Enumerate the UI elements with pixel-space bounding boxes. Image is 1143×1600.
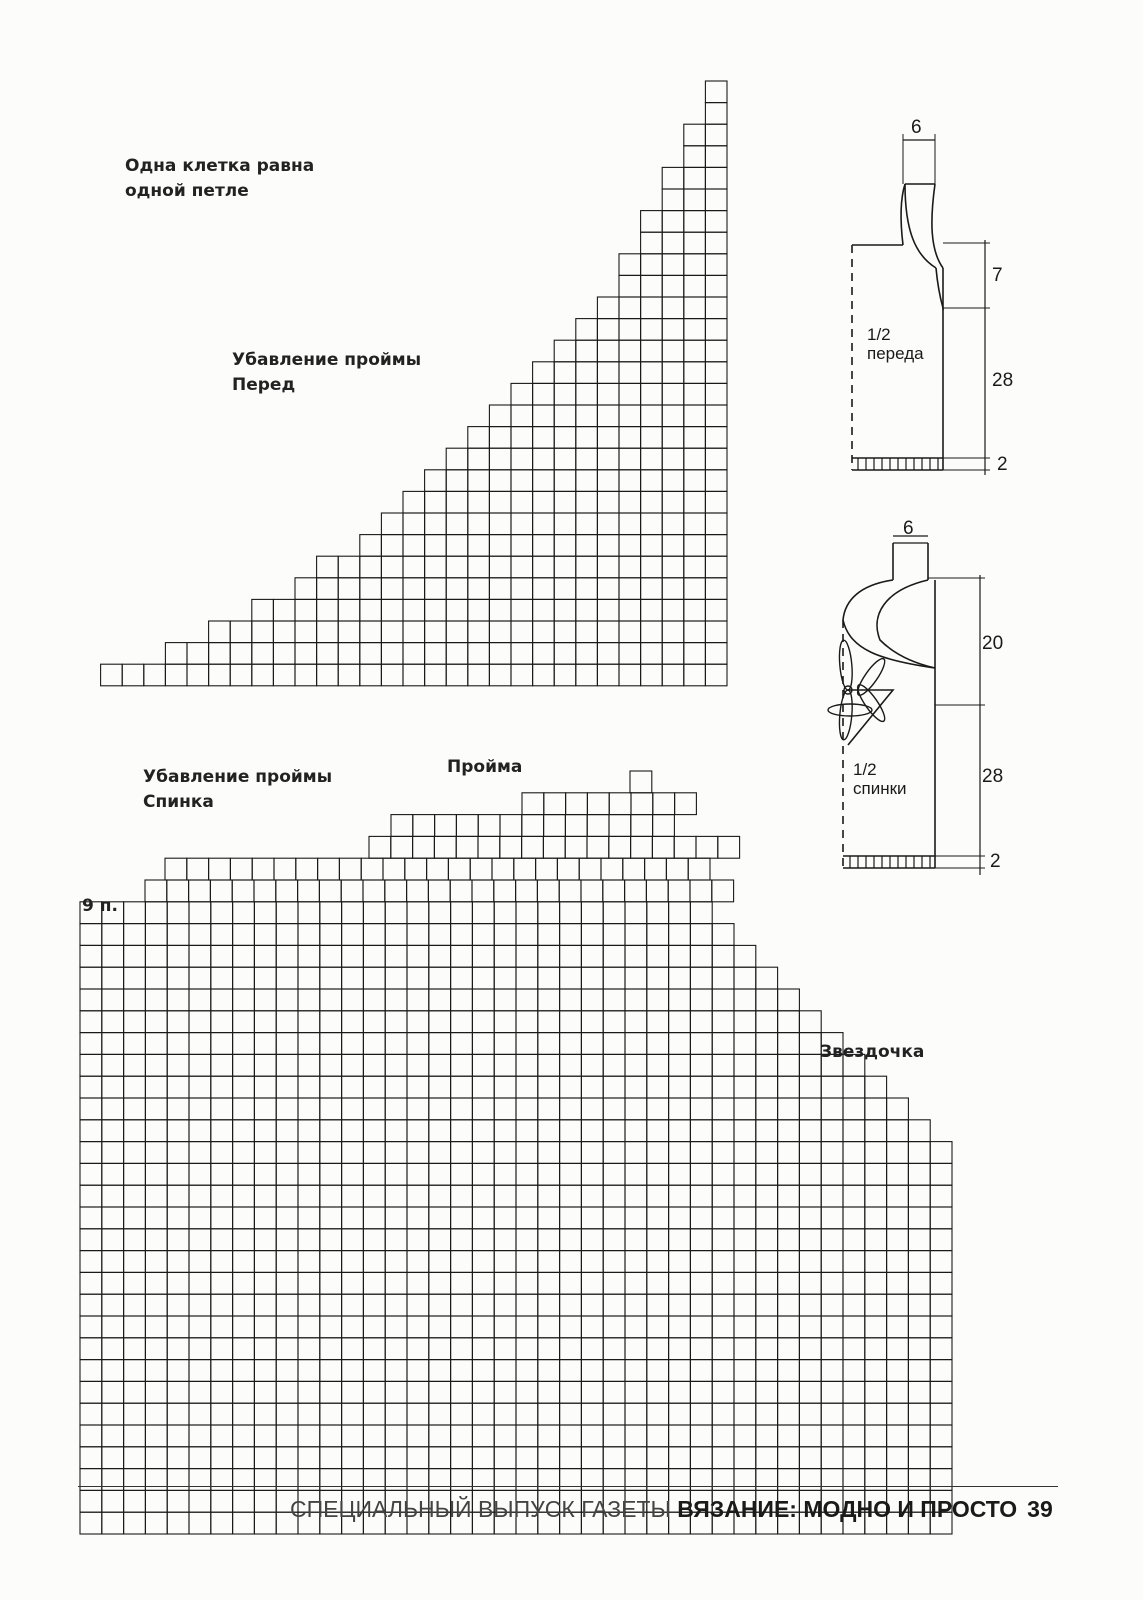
cell-note-line-2: одной петле <box>125 181 249 201</box>
cell-note <box>125 154 314 204</box>
back-armhole-line-1: Убавление проймы <box>143 767 333 787</box>
front-half-schematic <box>852 134 990 475</box>
page-number: 39 <box>1027 1496 1053 1522</box>
front-half-label-2: переда <box>867 344 924 363</box>
front-dim-upper: 7 <box>992 265 1003 286</box>
back-armhole-line-2: Спинка <box>143 792 214 812</box>
footer-prefix: СПЕЦИАЛЬНЫЙ ВЫПУСК ГАЗЕТЫ <box>290 1496 678 1522</box>
front-armhole-title <box>232 348 421 398</box>
back-dim-top: 6 <box>903 518 914 539</box>
nine-loops-label: 9 п. <box>82 896 118 916</box>
footer-title: ВЯЗАНИЕ: МОДНО И ПРОСТО <box>677 1496 1018 1522</box>
back-half-label <box>853 760 907 798</box>
front-half-label <box>867 325 924 363</box>
back-armhole-title <box>143 765 332 815</box>
armhole-label: Пройма <box>447 757 523 777</box>
front-dim-bottom: 2 <box>997 454 1008 475</box>
back-dim-middle: 28 <box>982 766 1004 787</box>
back-half-schematic <box>828 536 985 875</box>
front-armhole-line-1: Убавление проймы <box>232 350 422 370</box>
front-armhole-line-2: Перед <box>232 375 296 395</box>
star-label: Звездочка <box>820 1042 925 1062</box>
front-dim-top: 6 <box>911 117 922 138</box>
cell-note-line-1: Одна клетка равна <box>125 156 315 176</box>
back-half-label-2: спинки <box>853 779 907 798</box>
front-half-label-1: 1/2 <box>867 325 891 344</box>
footer-rule <box>78 1486 1058 1487</box>
back-dim-bottom: 2 <box>990 851 1001 872</box>
back-half-label-1: 1/2 <box>853 760 877 779</box>
back-dim-upper: 20 <box>982 633 1004 654</box>
footer <box>290 1496 1053 1523</box>
front-dim-middle: 28 <box>992 370 1014 391</box>
